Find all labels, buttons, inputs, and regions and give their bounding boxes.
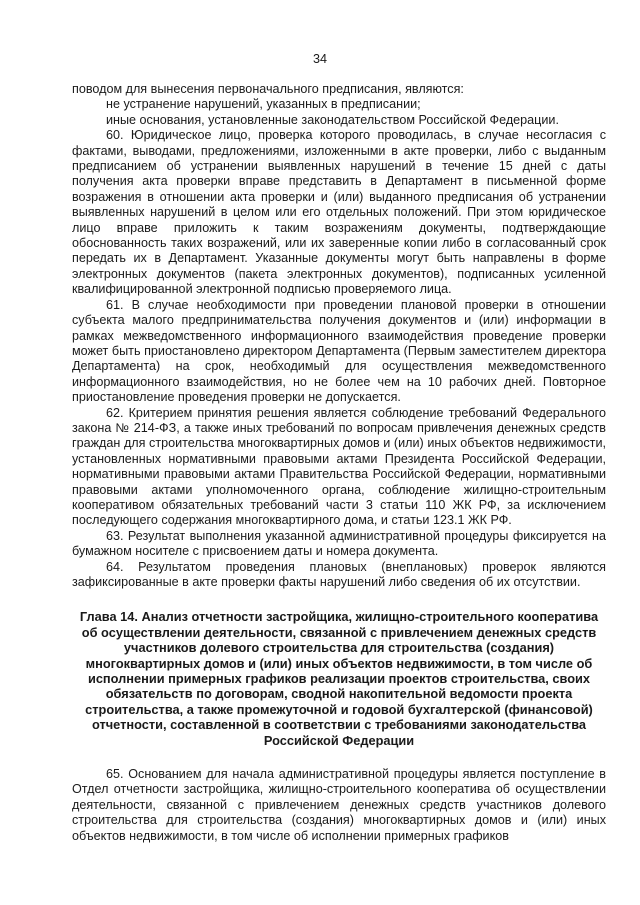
paragraph-62: 62. Критерием принятия решения является соблюдение требований Федерального закона № 214-ФЗ, а также иных требований по вопросам привлечения денежных средств граждан для строительства многоквартирных домов и (или) иных объектов недвижимости, установленных нормативными правовыми актами Президента Российской Федерации, нормативными правовыми актами Правительства Российской Федерации, нормативными правовыми актами уполномоченного органа, соблюдение жилищно-строительным кооперативом обязательных требований части 3 статьи 110 ЖК РФ, за исключением последующего содержания многоквартирного дома, и статьи 123.1 ЖК РФ.	[72, 405, 606, 528]
paragraph-64: 64. Результатом проведения плановых (внеплановых) проверок являются зафиксированные в акте проверки факты нарушений либо сведения об их отсутствии.	[72, 559, 606, 589]
list-item: иные основания, установленные законодательством Российской Федерации.	[106, 112, 559, 127]
paragraph-60: 60. Юридическое лицо, проверка которого проводилась, в случае несогласия с фактами, выводами, предложениями, изложенными в акте проверки, либо с выданным предписанием об устранении выявленных нарушений в течение 15 дней с даты получения акта проверки вправе представить в Департамент в письменной форме возражения в отношении акта проверки и (или) выданного предписания об устранении выявленных нарушений в целом или его отдельных положений. При этом юридическое лицо вправе приложить к таким возражениям документы, подтверждающие обоснованность таких возражений, или их заверенные копии либо в согласованный срок передать их в Департамент. Указанные документы могут быть направлены в форме электронных документов (пакета электронных документов), подписанных усиленной квалифицированной электронной подписью проверяемого лица.	[72, 128, 606, 297]
page-number: 34	[312, 52, 327, 66]
paragraph-continuation: поводом для вынесения первоначального предписания, являются:	[72, 82, 464, 96]
paragraph-65: 65. Основанием для начала административной процедуры является поступление в Отдел отчетности застройщика, жилищно-строительного кооператива об осуществлении деятельности, связанной с привлечением денежных средств участников долевого строительства для строительства (создания) многоквартирных домов и (или) иных объектов недвижимости, в том числе об исполнении примерных графиков	[72, 767, 606, 843]
chapter-heading: Глава 14. Анализ отчетности застройщика, жилищно-строительного кооператива об осуществлении деятельности, связанной с привлечением денежных средств участников долевого строительства для строительства (создания) многоквартирных домов и (или) иных объектов недвижимости, в том числе об исполнении примерных графиков реализации проектов строительства, своих обязательств по договорам, сводной накопительной ведомости проекта строительства, а также промежуточной и годовой бухгалтерской (финансовой) отчетности, составленной в соответствии с требованиями законодательства Российской Федерации	[79, 609, 599, 748]
paragraph-61: 61. В случае необходимости при проведении плановой проверки в отношении субъекта малого предпринимательства получения документов и (или) информации в рамках межведомственного информационного взаимодействия проведение проверки может быть приостановлено директором Департамента (Первым заместителем директора Департамента) на срок, необходимый для осуществления межведомственного информационного взаимодействия, но не более чем на 10 рабочих дней. Повторное приостановление проведения проверки не допускается.	[72, 297, 606, 405]
document-body	[72, 82, 606, 844]
list-item: не устранение нарушений, указанных в предписании;	[106, 97, 421, 112]
paragraph-63: 63. Результат выполнения указанной административной процедуры фиксируется на бумажном носителе с присвоением даты и номера документа.	[72, 528, 606, 559]
